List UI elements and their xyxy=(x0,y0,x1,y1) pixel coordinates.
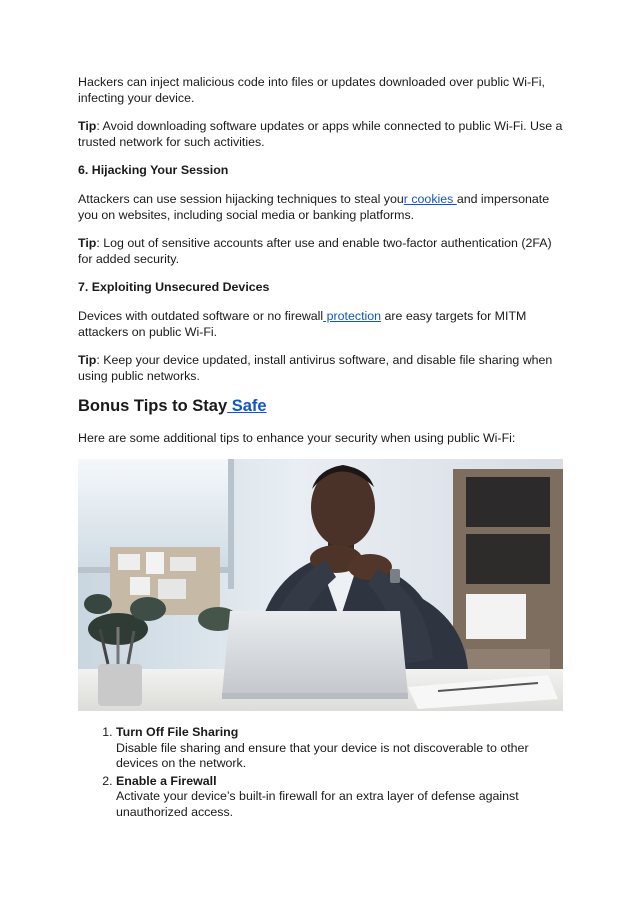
tip-7 xyxy=(78,352,563,384)
tip-6 xyxy=(78,235,563,267)
list-item-body: Activate your device’s built-in firewall for an extra layer of defense against unauthorized access. xyxy=(116,789,519,819)
paragraph-malicious-code: Hackers can inject malicious code into files or updates downloaded over public Wi-Fi, infecting your device. xyxy=(78,75,545,105)
tip-label: Tip xyxy=(78,236,97,250)
heading-hijacking-session: 6. Hijacking Your Session xyxy=(78,163,229,177)
bonus-tips-list xyxy=(78,725,563,820)
tip-text: : Log out of sensitive accounts after use and enable two-factor authentication (2FA) for added security. xyxy=(78,236,552,266)
tip-text: : Keep your device updated, install antivirus software, and disable file sharing when using public networks. xyxy=(78,353,553,383)
cookies-link[interactable]: r cookies xyxy=(403,192,457,206)
paragraph-intro: Here are some additional tips to enhance your security when using public Wi-Fi: xyxy=(78,431,516,445)
tip-label: Tip xyxy=(78,353,97,367)
tip-text: : Avoid downloading software updates or apps while connected to public Wi-Fi. Use a trusted network for such activities. xyxy=(78,119,563,149)
tip-label: Tip xyxy=(78,119,97,133)
heading-text: Bonus Tips to Stay xyxy=(78,397,228,415)
text-segment: Attackers can use session hijacking techniques to steal you xyxy=(78,192,404,206)
safe-link[interactable]: Safe xyxy=(227,397,267,415)
text-segment: Devices with outdated software or no firewall xyxy=(78,309,324,323)
list-item-title: 1. Turn Off File Sharing xyxy=(116,725,239,739)
paragraph-unsecured-devices xyxy=(78,308,563,340)
text-segment: are easy targets for MITM attackers on public Wi-Fi. xyxy=(78,309,527,339)
text-segment: and impersonate you on websites, including social media or banking platforms. xyxy=(78,192,550,222)
man-at-laptop-photo xyxy=(78,459,563,711)
list-item-body: Disable file sharing and ensure that your device is not discoverable to other devices on the network. xyxy=(116,740,529,770)
list-item-title: 2. Enable a Firewall xyxy=(116,773,217,788)
document-page xyxy=(78,74,563,822)
heading-bonus-tips xyxy=(78,396,563,416)
heading-unsecured-devices: 7. Exploiting Unsecured Devices xyxy=(78,280,270,294)
paragraph-session-hijacking xyxy=(78,191,563,223)
list-item xyxy=(116,725,563,772)
list-item xyxy=(116,774,563,821)
tip-1 xyxy=(78,118,563,150)
protection-link[interactable]: protection xyxy=(323,309,382,323)
